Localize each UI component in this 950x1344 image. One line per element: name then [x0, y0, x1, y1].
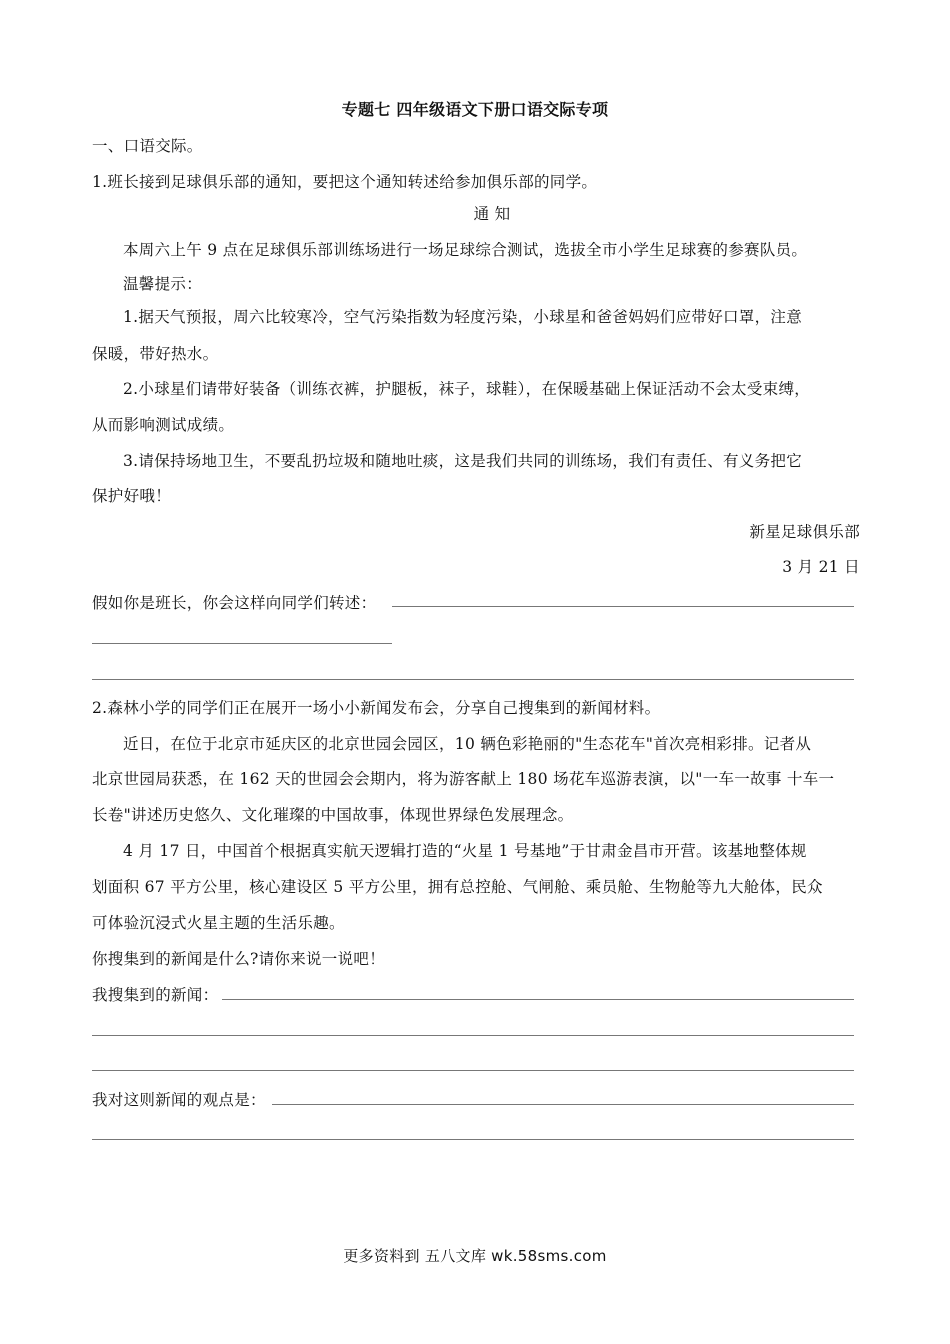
page-title: 专题七 四年级语文下册口语交际专项	[341, 100, 609, 119]
notice-paragraph: 本周六上午 9 点在足球俱乐部训练场进行一场足球综合测试，选拔全市小学生足球赛的参赛队员。	[123, 241, 808, 259]
question-2-ask: 你搜集到的新闻是什么?请你来说一说吧！	[92, 950, 386, 968]
notice-date: 3 月 21 日	[782, 558, 860, 576]
notice-tip-3: 3.请保持场地卫生，不要乱扔垃圾和随地吐痰，这是我们共同的训练场，我们有责任、有义务把它	[123, 452, 802, 470]
answer-line[interactable]	[222, 999, 854, 1000]
news-2-line-2: 划面积 67 平方公里，核心建设区 5 平方公里，拥有总控舱、气闸舱、乘员舱、生物舱等九大舱体，民众	[92, 878, 823, 896]
notice-tip-3-cont: 保护好哦！	[92, 487, 172, 505]
notice-tip-2-cont: 从而影响测试成绩。	[92, 416, 235, 434]
answer-line[interactable]	[392, 606, 854, 607]
notice-signer: 新星足球俱乐部	[749, 523, 860, 541]
answer-line[interactable]	[92, 1035, 854, 1036]
notice-tip-1-cont: 保暖，带好热水。	[92, 345, 219, 363]
answer-line[interactable]	[272, 1104, 854, 1105]
answer-line[interactable]	[92, 643, 392, 644]
footer-text: 更多资料到 五八文库 wk.58sms.com	[343, 1247, 607, 1265]
notice-tip-1: 1.据天气预报，周六比较寒冷，空气污染指数为轻度污染，小球星和爸爸妈妈们应带好口罩，注意	[123, 308, 802, 326]
news-1-line-3: 长卷"讲述历史悠久、文化璀璨的中国故事，体现世界绿色发展理念。	[92, 806, 574, 824]
section-heading: 一、口语交际。	[92, 137, 203, 155]
question-1-prompt: 1.班长接到足球俱乐部的通知，要把这个通知转述给参加俱乐部的同学。	[92, 173, 598, 191]
view-label: 我对这则新闻的观点是：	[92, 1091, 266, 1109]
news-2-line-3: 可体验沉浸式火星主题的生活乐趣。	[92, 914, 345, 932]
notice-tips-label: 温馨提示：	[123, 275, 203, 293]
answer-prompt-1: 假如你是班长，你会这样向同学们转述：	[92, 594, 377, 612]
answer-line[interactable]	[92, 679, 854, 680]
news-1-line-2: 北京世园局获悉，在 162 天的世园会会期内，将为游客献上 180 场花车巡游表演，以"一车一故事 十车一	[92, 770, 835, 788]
notice-title: 通 知	[473, 205, 511, 223]
answer-line[interactable]	[92, 1139, 854, 1140]
notice-tip-2: 2.小球星们请带好装备（训练衣裤，护腿板，袜子，球鞋），在保暖基础上保证活动不会太受束缚，	[123, 380, 811, 398]
news-label: 我搜集到的新闻：	[92, 986, 219, 1004]
answer-line[interactable]	[92, 1070, 854, 1071]
news-1-line-1: 近日，在位于北京市延庆区的北京世园会园区，10 辆色彩艳丽的"生态花车"首次亮相彩排。记者从	[123, 735, 812, 753]
question-2-prompt: 2.森林小学的同学们正在展开一场小小新闻发布会，分享自己搜集到的新闻材料。	[92, 699, 661, 717]
news-2-line-1: 4 月 17 日，中国首个根据真实航天逻辑打造的“火星 1 号基地”于甘肃金昌市开营。该基地整体规	[123, 842, 807, 860]
